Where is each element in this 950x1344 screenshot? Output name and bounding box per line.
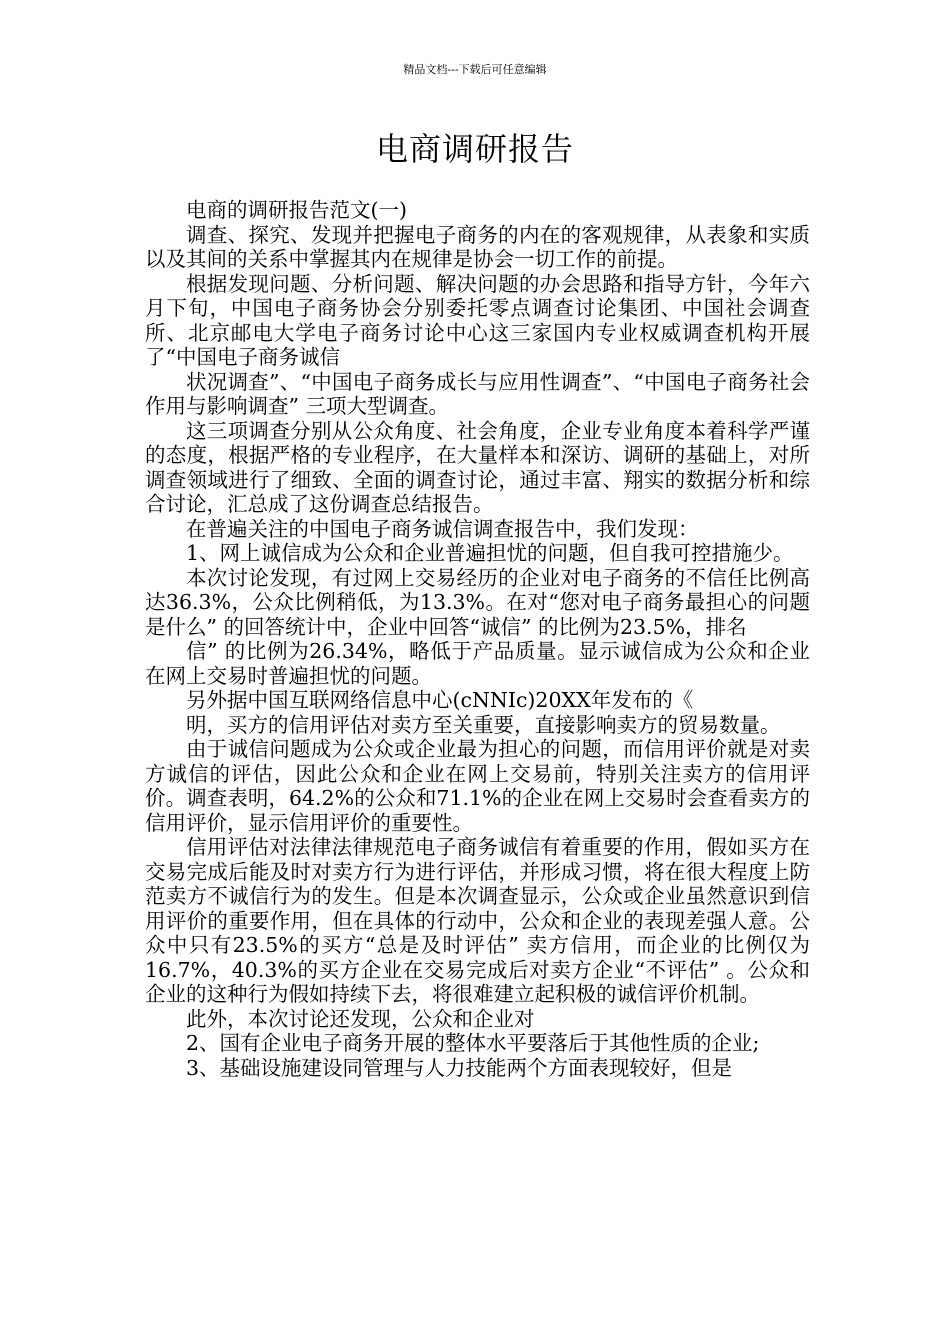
paragraph: 状况调查”、“中国电子商务成长与应用性调查”、“中国电子商务社会作用与影响调查” 三项大型调查。 (145, 369, 810, 418)
document-body (145, 198, 810, 1080)
paragraph: 2、国有企业电子商务开展的整体水平要落后于其他性质的企业; (186, 1031, 760, 1055)
paragraph: 根据发现问题、分析问题、解决问题的办会思路和指导方针，今年六月下旬，中国电子商务协会分别委托零点调查讨论集团、中国社会调查所、北京邮电大学电子商务讨论中心这三家国内专业权威调查机构开展了“中国电子商务诚信 (145, 271, 810, 369)
paragraph: 本次讨论发现，有过网上交易经历的企业对电子商务的不信任比例高达36.3%，公众比例稍低，为13.3%。在对“您对电子商务最担心的问题是什么” 的回答统计中，企业中回答“诚信” 的比例为23.5%，排名 (145, 565, 810, 639)
document-title: 电商调研报告 (375, 130, 574, 168)
paragraph: 由于诚信问题成为公众或企业最为担心的问题，而信用评价就是对卖方诚信的评估，因此公众和企业在网上交易前，特别关注卖方的信用评价。调查表明，64.2%的公众和71.1%的企业在网上交易时会查看卖方的信用评价，显示信用评价的重要性。 (145, 737, 810, 835)
paragraph: 在普遍关注的中国电子商务诚信调查报告中，我们发现： (186, 516, 699, 541)
paragraph: 调查、探究、发现并把握电子商务的内在的客观规律，从表象和实质以及其间的关系中掌握其内在规律是协会一切工作的前提。 (145, 222, 810, 271)
paragraph: 此外，本次讨论还发现，公众和企业对 (186, 1006, 535, 1031)
paragraph: 明，买方的信用评估对卖方至关重要，直接影响卖方的贸易数量。 (186, 712, 781, 737)
paragraph: 信用评估对法律法律规范电子商务诚信有着重要的作用，假如买方在交易完成后能及时对卖方行为进行评估，并形成习惯，将在很大程度上防范卖方不诚信行为的发生。但是本次调查显示，公众或企业虽然意识到信用评价的重要作用，但在具体的行动中，公众和企业的表现差强人意。公众中只有23.5%的买方“总是及时评估” 卖方信用，而企业的比例仅为16.7%，40.3%的买方企业在交易完成后对卖方企业“不评估” 。公众和企业的这种行为假如持续下去，将很难建立起积极的诚信评价机制。 (145, 835, 810, 1006)
paragraph: 信” 的比例为26.34%，略低于产品质量。显示诚信成为公众和企业在网上交易时普遍担忧的问题。 (145, 639, 810, 688)
paragraph: 3、基础设施建设同管理与人力技能两个方面表现较好，但是 (186, 1055, 733, 1080)
paragraph: 这三项调查分别从公众角度、社会角度，企业专业角度本着科学严谨的态度，根据严格的专业程序，在大量样本和深访、调研的基础上，对所调查领域进行了细致、全面的调查讨论，通过丰富、翔实的数据分析和综合讨论，汇总成了这份调查总结报告。 (145, 418, 810, 516)
paragraph: 另外据中国互联网络信息中心(cNNIc)20XX年发布的《 (186, 688, 694, 712)
paragraph: 1、网上诚信成为公众和企业普遍担忧的问题，但自我可控措施少。 (186, 541, 794, 565)
paragraph: 电商的调研报告范文(一) (186, 198, 407, 222)
header-note: 精品文档---下载后可任意编辑 (403, 63, 547, 76)
